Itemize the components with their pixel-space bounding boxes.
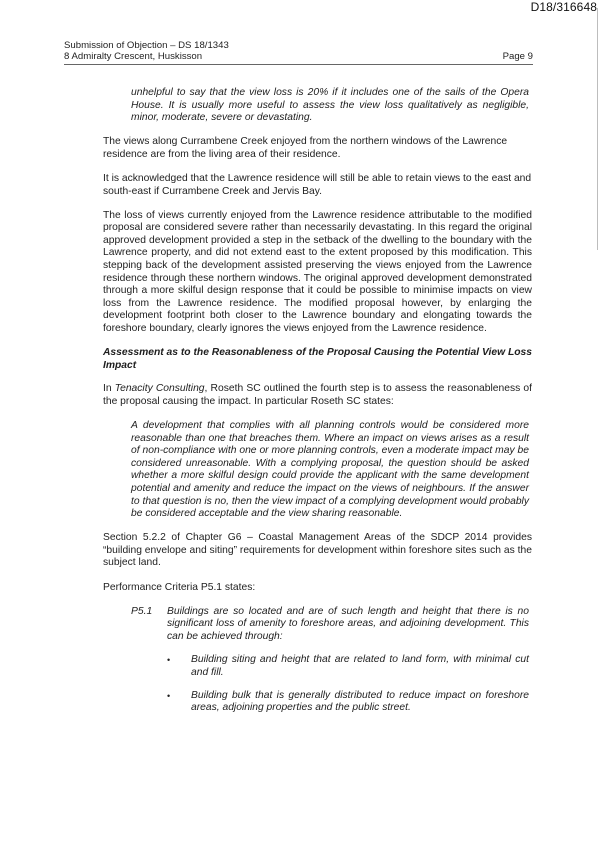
quote-continuation: unhelpful to say that the view loss is 20% if it includes one of the sails of the Opera House. It is usually more useful to assess the view loss qualitatively as negligible, minor, moderate, severe or devastating.	[131, 87, 529, 124]
header-title-line1: Submission of Objection – DS 18/1343	[64, 40, 229, 51]
criteria-text: Buildings are so located and are of such length and height that there is no significant loss of amenity to foreshore areas, and adjoining development. This can be achieved through:	[167, 605, 529, 642]
list-item	[167, 690, 532, 715]
paragraph-tenacity	[103, 383, 532, 408]
criteria-bullets	[167, 654, 532, 714]
section-heading: Assessment as to the Reasonableness of the Proposal Causing the Potential View Loss Impact	[103, 347, 532, 371]
paragraph-views-currambene: The views along Currambene Creek enjoyed from the northern windows of the Lawrence residence are from the living area of their residence.	[103, 136, 508, 160]
page-header	[64, 40, 533, 65]
bullet-text: Building siting and height that are related to land form, with minimal cut and fill.	[191, 654, 529, 678]
scan-edge-line	[597, 8, 598, 250]
criteria-p51	[131, 606, 532, 644]
page-number: Page 9	[502, 51, 533, 62]
list-item	[167, 654, 532, 679]
para4-prefix: In	[103, 383, 115, 395]
case-name: Tenacity Consulting	[114, 383, 205, 395]
paragraph-loss-of-views: The loss of views currently enjoyed from the Lawrence residence attributable to the modified proposal are considered severe rather than necessarily devastating. In this regard the original approved development provided a step in the setback of the dwelling to the boundary with the Lawrence property, and did not extend east to the extent proposed by this modification. This stepping back of the development assisted preserving the views enjoyed from the Lawrence residence through these northern windows. The original approved development demonstrated through a more skilful design response that it could be possible to minimise impacts on view loss from the Lawrence residence. The modified proposal however, by enlarging the development footprint both closer to the Lawrence boundary and elongating towards the foreshore boundary, clearly ignores the views enjoyed from the Lawrence residence.	[103, 209, 532, 334]
bullet-icon: •	[167, 690, 171, 701]
page-body	[103, 87, 532, 725]
bullet-text: Building bulk that is generally distributed to reduce impact on foreshore areas, adjoining properties and the public street.	[191, 689, 529, 714]
bullet-icon: •	[167, 655, 171, 666]
header-title-line2: 8 Admiralty Crescent, Huskisson	[64, 51, 203, 62]
paragraph-retain-views: It is acknowledged that the Lawrence residence will still be able to retain views to the east and south-east if Currambene Creek and Jervis Bay.	[103, 172, 532, 197]
para4-rest: , Roseth SC outlined the fourth step is to assess the reasonableness of the proposal causing the impact. In particular Roseth SC states:	[103, 383, 532, 407]
roseth-quote: A development that complies with all planning controls would be considered more reasonable than one that breaches them. Where an impact on views arises as a result of non-compliance with one or more planning controls, even a moderate impact may be considered unreasonable. With a complying proposal, the question should be asked whether a more skilful design could provide the applicant with the same development potential and amenity and reduce the impact on the views of neighbours. If the answer to that question is no, then the view impact of a complying development would probably be considered acceptable and the view sharing reasonable.	[131, 419, 529, 520]
document-id: D18/316648	[530, 0, 597, 14]
paragraph-performance-criteria: Performance Criteria P5.1 states:	[103, 581, 256, 593]
criteria-number: P5.1	[131, 605, 153, 617]
paragraph-section-522: Section 5.2.2 of Chapter G6 – Coastal Management Areas of the SDCP 2014 provides “building envelope and siting” requirements for development within foreshore sites such as the subject land.	[103, 532, 532, 569]
